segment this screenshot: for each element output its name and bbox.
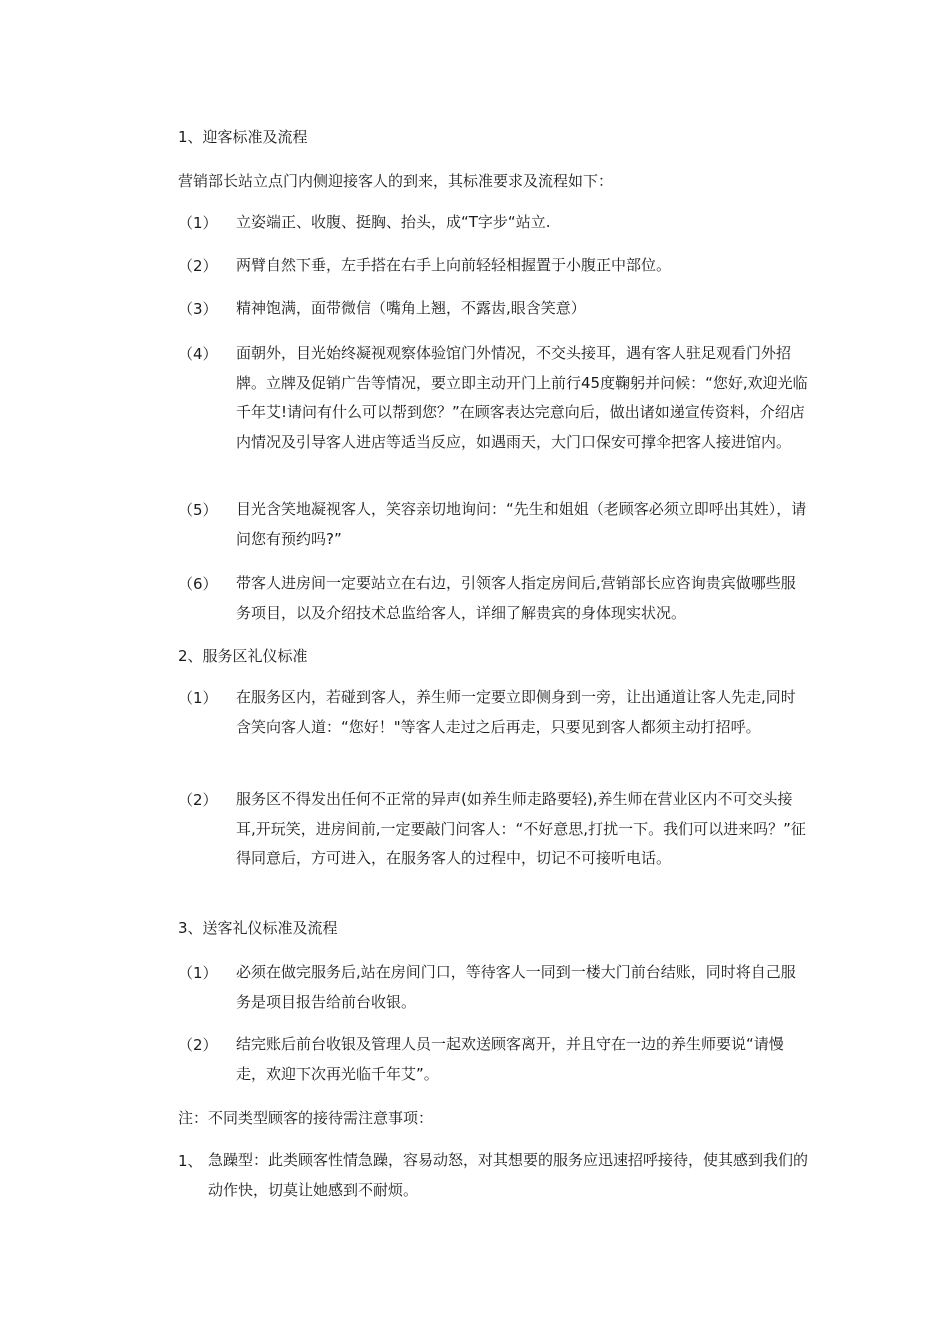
section1-intro: 营销部长站立点门内侧迎接客人的到来，其标准要求及流程如下： [178,172,614,190]
section1-item-3-text: 精神饱满，面带微信（嘴角上翘，不露齿,眼含笑意） [236,299,586,317]
section3-item-2-num: （2） [178,1036,218,1054]
section3-item-1-num: （1） [178,964,218,982]
note-heading: 注：不同类型顾客的接待需注意事项： [178,1109,434,1127]
note-item-1-num: 1、 [178,1152,203,1170]
section2-item-2-num: （2） [178,791,218,809]
section1-item-2-num: （2） [178,257,218,275]
section1-item-3-num: （3） [178,300,218,318]
section3-heading: 3、送客礼仪标准及流程 [178,919,338,937]
section1-item-5-num: （5） [178,501,218,519]
section1-heading: 1、迎客标准及流程 [178,128,308,146]
section2-item-1-text: 在服务区内，若碰到客人，养生师一定要立即侧身到一旁，让出通道让客人先走,同时含笑向客人道：“您好！"等客人走过之后再走，只要见到客人都须主动打招呼。 [236,688,796,736]
section2-item-1-num: （1） [178,689,218,707]
section3-item-2-text: 结完账后前台收银及管理人员一起欢送顾客离开，并且守在一边的养生师要说“请慢走，欢迎下次再光临千年艾”。 [236,1035,784,1083]
section1-item-1-num: （1） [178,214,218,232]
section2-item-2-text: 服务区不得发出任何不正常的异声(如养生师走路要轻),养生师在营业区内不可交头接耳,开玩笑，进房间前,一定要敲门问客人：“不好意思,打扰一下。我们可以进来吗？”征得同意后，方可进入，在服务客人的过程中，切记不可接听电话。 [236,790,806,867]
section1-item-2-text: 两臂自然下垂，左手搭在右手上向前轻轻相握置于小腹正中部位。 [236,256,672,274]
note-item-1-text: 急躁型：此类顾客性情急躁，容易动怒，对其想要的服务应迅速招呼接待，使其感到我们的动作快，切莫让她感到不耐烦。 [208,1151,809,1199]
section1-item-1-text: 立姿端正、收腹、挺胸、抬头，成“T字步“站立. [236,213,551,231]
section1-item-5-text: 目光含笑地凝视客人，笑容亲切地询问：“先生和姐姐（老顾客必须立即呼出其姓），请问您有预约吗?” [236,500,807,548]
section1-item-6-num: （6） [178,575,218,593]
section3-item-1-text: 必须在做完服务后,站在房间门口，等待客人一同到一楼大门前台结账，同时将自己服务是项目报告给前台收银。 [236,963,796,1011]
section1-item-4-num: （4） [178,345,218,363]
section1-item-4-text: 面朝外，目光始终凝视观察体验馆门外情况，不交头接耳，遇有客人驻足观看门外招牌。立牌及促销广告等情况，要立即主动开门上前行45度鞠躬并问候：“您好,欢迎光临千年艾!请问有什么可以帮到您？”在顾客表达完意向后，做出诸如递宣传资料，介绍店内情况及引导客人进店等适当反应，如遇雨天，大门口保安可撑伞把客人接进馆内。 [236,344,808,451]
section1-item-6-text: 带客人进房间一定要站立在右边，引领客人指定房间后,营销部长应咨询贵宾做哪些服务项目，以及介绍技术总监给客人，详细了解贵宾的身体现实状况。 [236,574,796,622]
section2-heading: 2、服务区礼仪标准 [178,647,308,665]
